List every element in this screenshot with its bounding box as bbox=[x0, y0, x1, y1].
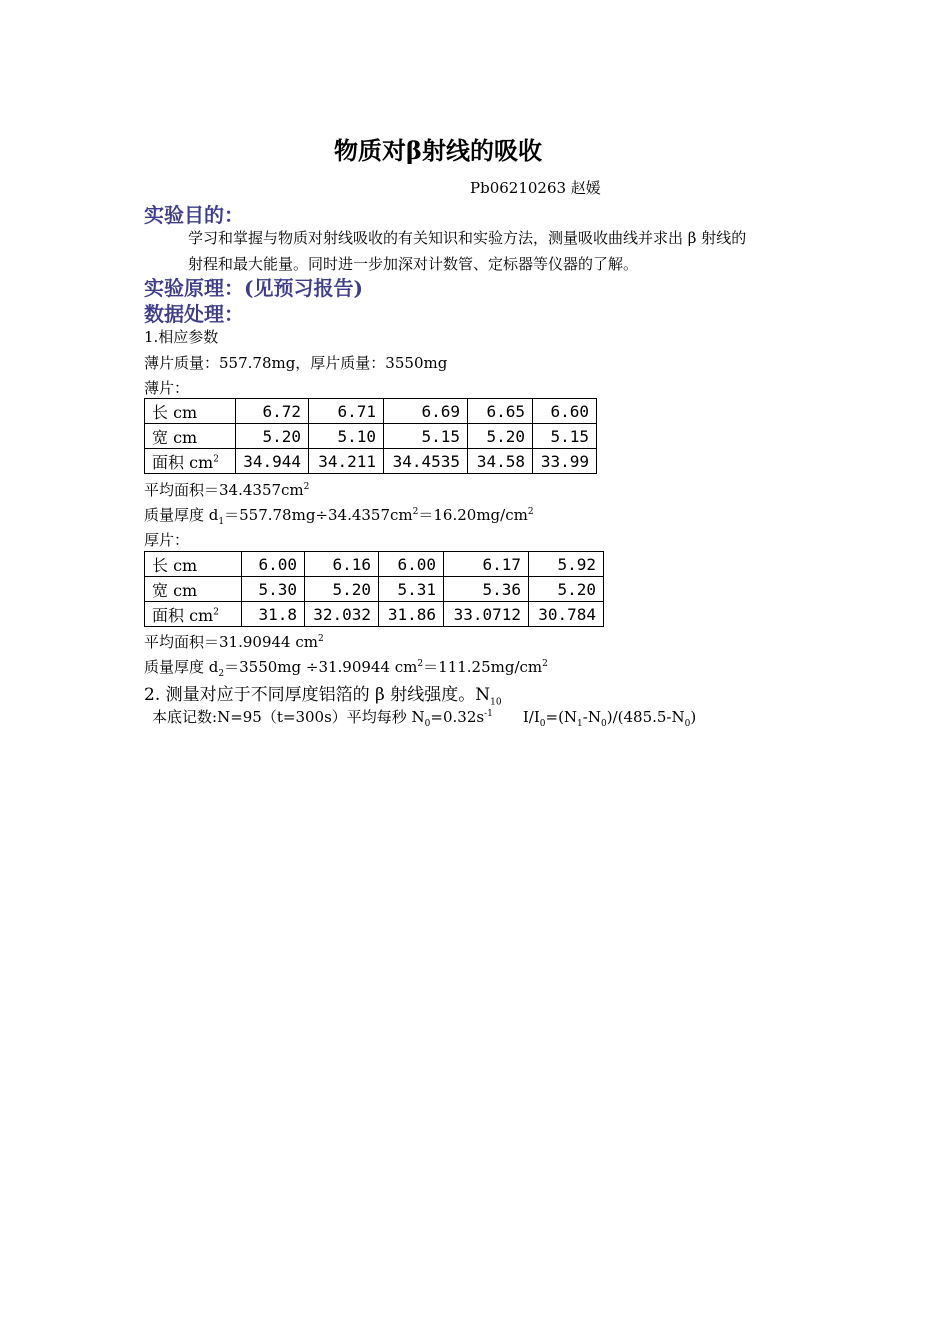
thin-label: 薄片： bbox=[144, 379, 190, 397]
table-row bbox=[145, 424, 597, 449]
table-cell: 5.20 bbox=[468, 424, 533, 449]
formula-text: -N bbox=[582, 708, 601, 726]
table-cell: 5.20 bbox=[305, 577, 379, 602]
table-cell: 31.86 bbox=[379, 602, 444, 627]
table-cell: 5.15 bbox=[384, 424, 468, 449]
subscript: 10 bbox=[490, 697, 502, 708]
table-cell: 5.31 bbox=[379, 577, 444, 602]
table-cell: 5.20 bbox=[529, 577, 604, 602]
formula-text: )/(485.5-N bbox=[606, 708, 685, 726]
avg-text: 平均面积＝34.4357cm bbox=[144, 481, 304, 499]
thickness-text: ＝111.25mg/cm bbox=[423, 658, 543, 676]
formula-text: =(N bbox=[545, 708, 578, 726]
page-title: 物质对β射线的吸收 bbox=[334, 136, 542, 165]
table-cell: 32.032 bbox=[305, 602, 379, 627]
data-processing-heading: 数据处理： bbox=[144, 302, 244, 326]
subscript: 0 bbox=[684, 719, 691, 729]
table-cell: 34.58 bbox=[468, 449, 533, 474]
superscript: 2 bbox=[417, 659, 424, 669]
bg-main: N=95（t=300s）平均每秒 N bbox=[217, 708, 425, 726]
bg-prefix: 本底记数: bbox=[152, 708, 218, 726]
thin-table bbox=[144, 398, 597, 474]
thickness-text: 质量厚度 d bbox=[144, 658, 219, 676]
mass-line: 薄片质量：557.78mg，厚片质量：3550mg bbox=[144, 354, 448, 372]
table-cell: 6.17 bbox=[444, 552, 529, 577]
table-cell: 6.00 bbox=[242, 552, 305, 577]
row-label: 宽 cm bbox=[145, 577, 242, 602]
thin-average-area bbox=[144, 479, 309, 500]
row-label-text: 面积 cm bbox=[152, 605, 214, 625]
purpose-text-line-1: 学习和掌握与物质对射线吸收的有关知识和实验方法，测量吸收曲线并求出 β 射线的 bbox=[188, 229, 747, 247]
subscript: 1 bbox=[577, 719, 583, 729]
table-row bbox=[145, 577, 604, 602]
table-cell: 34.4535 bbox=[384, 449, 468, 474]
formula-text: I/I bbox=[522, 708, 540, 726]
thick-label: 厚片： bbox=[144, 531, 190, 549]
superscript: 2 bbox=[527, 507, 534, 517]
params-label: 1.相应参数 bbox=[144, 328, 219, 346]
table-cell: 30.784 bbox=[529, 602, 604, 627]
principle-heading: 实验原理：(见预习报告) bbox=[144, 276, 363, 300]
thick-average-area bbox=[144, 631, 324, 652]
row-label-text: 面积 cm bbox=[152, 452, 214, 472]
table-cell: 6.71 bbox=[309, 399, 384, 424]
row-label: 长 cm bbox=[145, 552, 242, 577]
subscript: 0 bbox=[539, 719, 546, 729]
subscript: 0 bbox=[600, 719, 607, 729]
superscript: 2 bbox=[542, 659, 548, 669]
thickness-text: 质量厚度 d bbox=[144, 506, 219, 524]
table-cell: 6.16 bbox=[305, 552, 379, 577]
superscript: -1 bbox=[484, 709, 493, 719]
row-label bbox=[145, 449, 236, 474]
table-cell: 6.00 bbox=[379, 552, 444, 577]
table-cell: 33.99 bbox=[533, 449, 597, 474]
table-cell: 31.8 bbox=[242, 602, 305, 627]
row-label: 宽 cm bbox=[145, 424, 236, 449]
superscript: 2 bbox=[303, 482, 310, 492]
table-cell: 34.944 bbox=[236, 449, 309, 474]
row-label: 长 cm bbox=[145, 399, 236, 424]
superscript: 2 bbox=[412, 507, 419, 517]
table-row bbox=[145, 399, 597, 424]
avg-text: 平均面积＝31.90944 cm bbox=[144, 633, 318, 651]
table-cell: 5.36 bbox=[444, 577, 529, 602]
table-row bbox=[145, 602, 604, 627]
measurement-heading bbox=[144, 680, 502, 708]
thick-mass-thickness bbox=[144, 656, 548, 677]
table-cell: 6.60 bbox=[533, 399, 597, 424]
thick-table bbox=[144, 551, 604, 627]
row-label bbox=[145, 602, 242, 627]
table-cell: 6.72 bbox=[236, 399, 309, 424]
table-cell: 6.69 bbox=[384, 399, 468, 424]
table-row bbox=[145, 449, 597, 474]
thickness-text: ＝16.20mg/cm bbox=[418, 506, 528, 524]
table-cell: 5.30 bbox=[242, 577, 305, 602]
table-cell: 33.0712 bbox=[444, 602, 529, 627]
subscript: 1 bbox=[218, 517, 225, 527]
thickness-text: ＝557.78mg÷34.4357cm bbox=[224, 506, 413, 524]
table-cell: 5.10 bbox=[309, 424, 384, 449]
superscript: 2 bbox=[213, 607, 219, 618]
measurement-heading-text: 2. 测量对应于不同厚度铝箔的 β 射线强度。N bbox=[144, 685, 491, 705]
thin-mass-thickness bbox=[144, 504, 534, 525]
superscript: 2 bbox=[317, 634, 324, 644]
author-line: Pb06210263 赵媛 bbox=[470, 179, 601, 197]
purpose-heading: 实验目的： bbox=[144, 203, 244, 227]
background-count-line bbox=[152, 706, 696, 727]
table-row bbox=[145, 552, 604, 577]
subscript: 2 bbox=[218, 669, 225, 679]
bg-end: =0.32s bbox=[430, 708, 485, 726]
purpose-text-line-2: 射程和最大能量。同时进一步加深对计数管、定标器等仪器的了解。 bbox=[188, 255, 639, 273]
table-cell: 5.20 bbox=[236, 424, 309, 449]
table-cell: 6.65 bbox=[468, 399, 533, 424]
superscript: 2 bbox=[213, 454, 219, 465]
table-cell: 5.15 bbox=[533, 424, 597, 449]
subscript: 0 bbox=[424, 719, 431, 729]
table-cell: 5.92 bbox=[529, 552, 604, 577]
thickness-text: ＝3550mg ÷31.90944 cm bbox=[224, 658, 418, 676]
formula-text: ) bbox=[690, 708, 697, 726]
table-cell: 34.211 bbox=[309, 449, 384, 474]
